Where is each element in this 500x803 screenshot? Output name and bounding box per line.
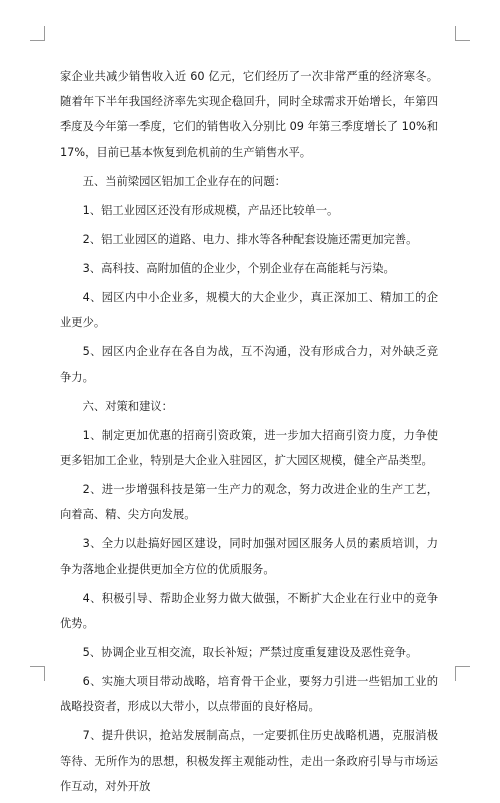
list-item: 2、铝工业园区的道路、电力、排水等各种配套设施还需更加完善。 [82, 232, 418, 246]
list-item: 5、园区内企业存在各自为战，互不沟通，没有形成合力，对外缺乏竞争力。 [60, 345, 438, 384]
list-item: 5、协调企业互相交流，取长补短；严禁过度重复建设及恶性竞争。 [82, 645, 418, 659]
list-item: 1、铝工业园区还没有形成规模，产品还比较单一。 [82, 203, 339, 217]
crop-mark-bottom-right [455, 666, 470, 681]
crop-mark-bottom-left [30, 666, 45, 681]
paragraph: 家企业共减少销售收入近 60 亿元，它们经历了一次非常严重的经济寒冬。随着年下半年我国经济率先实现企稳回升，同时全球需求开始增长，年第四季度及今年第一季度，它们的销售收入分别比 09 年第三季度增长了 10%和 17%，目前已基本恢复到危机前的生产销售水平。 [60, 70, 438, 159]
list-item: 3、高科技、高附加值的企业少，个别企业存在高能耗与污染。 [82, 261, 395, 275]
list-item: 7、提升供识，抢站发展制高点，一定要抓住历史战略机遇，克服消极等待、无所作为的思想，积极发挥主观能动性，走出一条政府引导与市场运作互动，对外开放 [60, 729, 438, 793]
list-item: 3、全力以赴搞好园区建设，同时加强对园区服务人员的素质培训，力争为落地企业提供更加全方位的优质服务。 [60, 537, 438, 576]
list-item: 6、实施大项目带动战略，培育骨干企业，要努力引进一些铝加工业的战略投资者，形成以大带小，以点带面的良好格局。 [60, 675, 438, 714]
section-heading: 五、当前梁园区铝加工企业存在的问题： [82, 174, 286, 188]
list-item: 2、进一步增强科技是第一生产力的观念，努力改进企业的生产工艺，向着高、精、尖方向发展。 [60, 483, 438, 522]
crop-mark-top-left [30, 26, 45, 41]
crop-mark-top-right [455, 26, 470, 41]
document-body [60, 64, 438, 803]
section-heading: 六、对策和建议： [82, 399, 173, 413]
list-item: 4、园区内中小企业多，规模大的大企业少，真正深加工、精加工的企业更少。 [60, 291, 438, 330]
list-item: 1、制定更加优惠的招商引资政策，进一步加大招商引资力度，力争使更多铝加工企业，特别是大企业入驻园区，扩大园区规模，健全产品类型。 [60, 428, 438, 467]
list-item: 4、积极引导、帮助企业努力做大做强，不断扩大企业在行业中的竞争优势。 [60, 591, 438, 630]
